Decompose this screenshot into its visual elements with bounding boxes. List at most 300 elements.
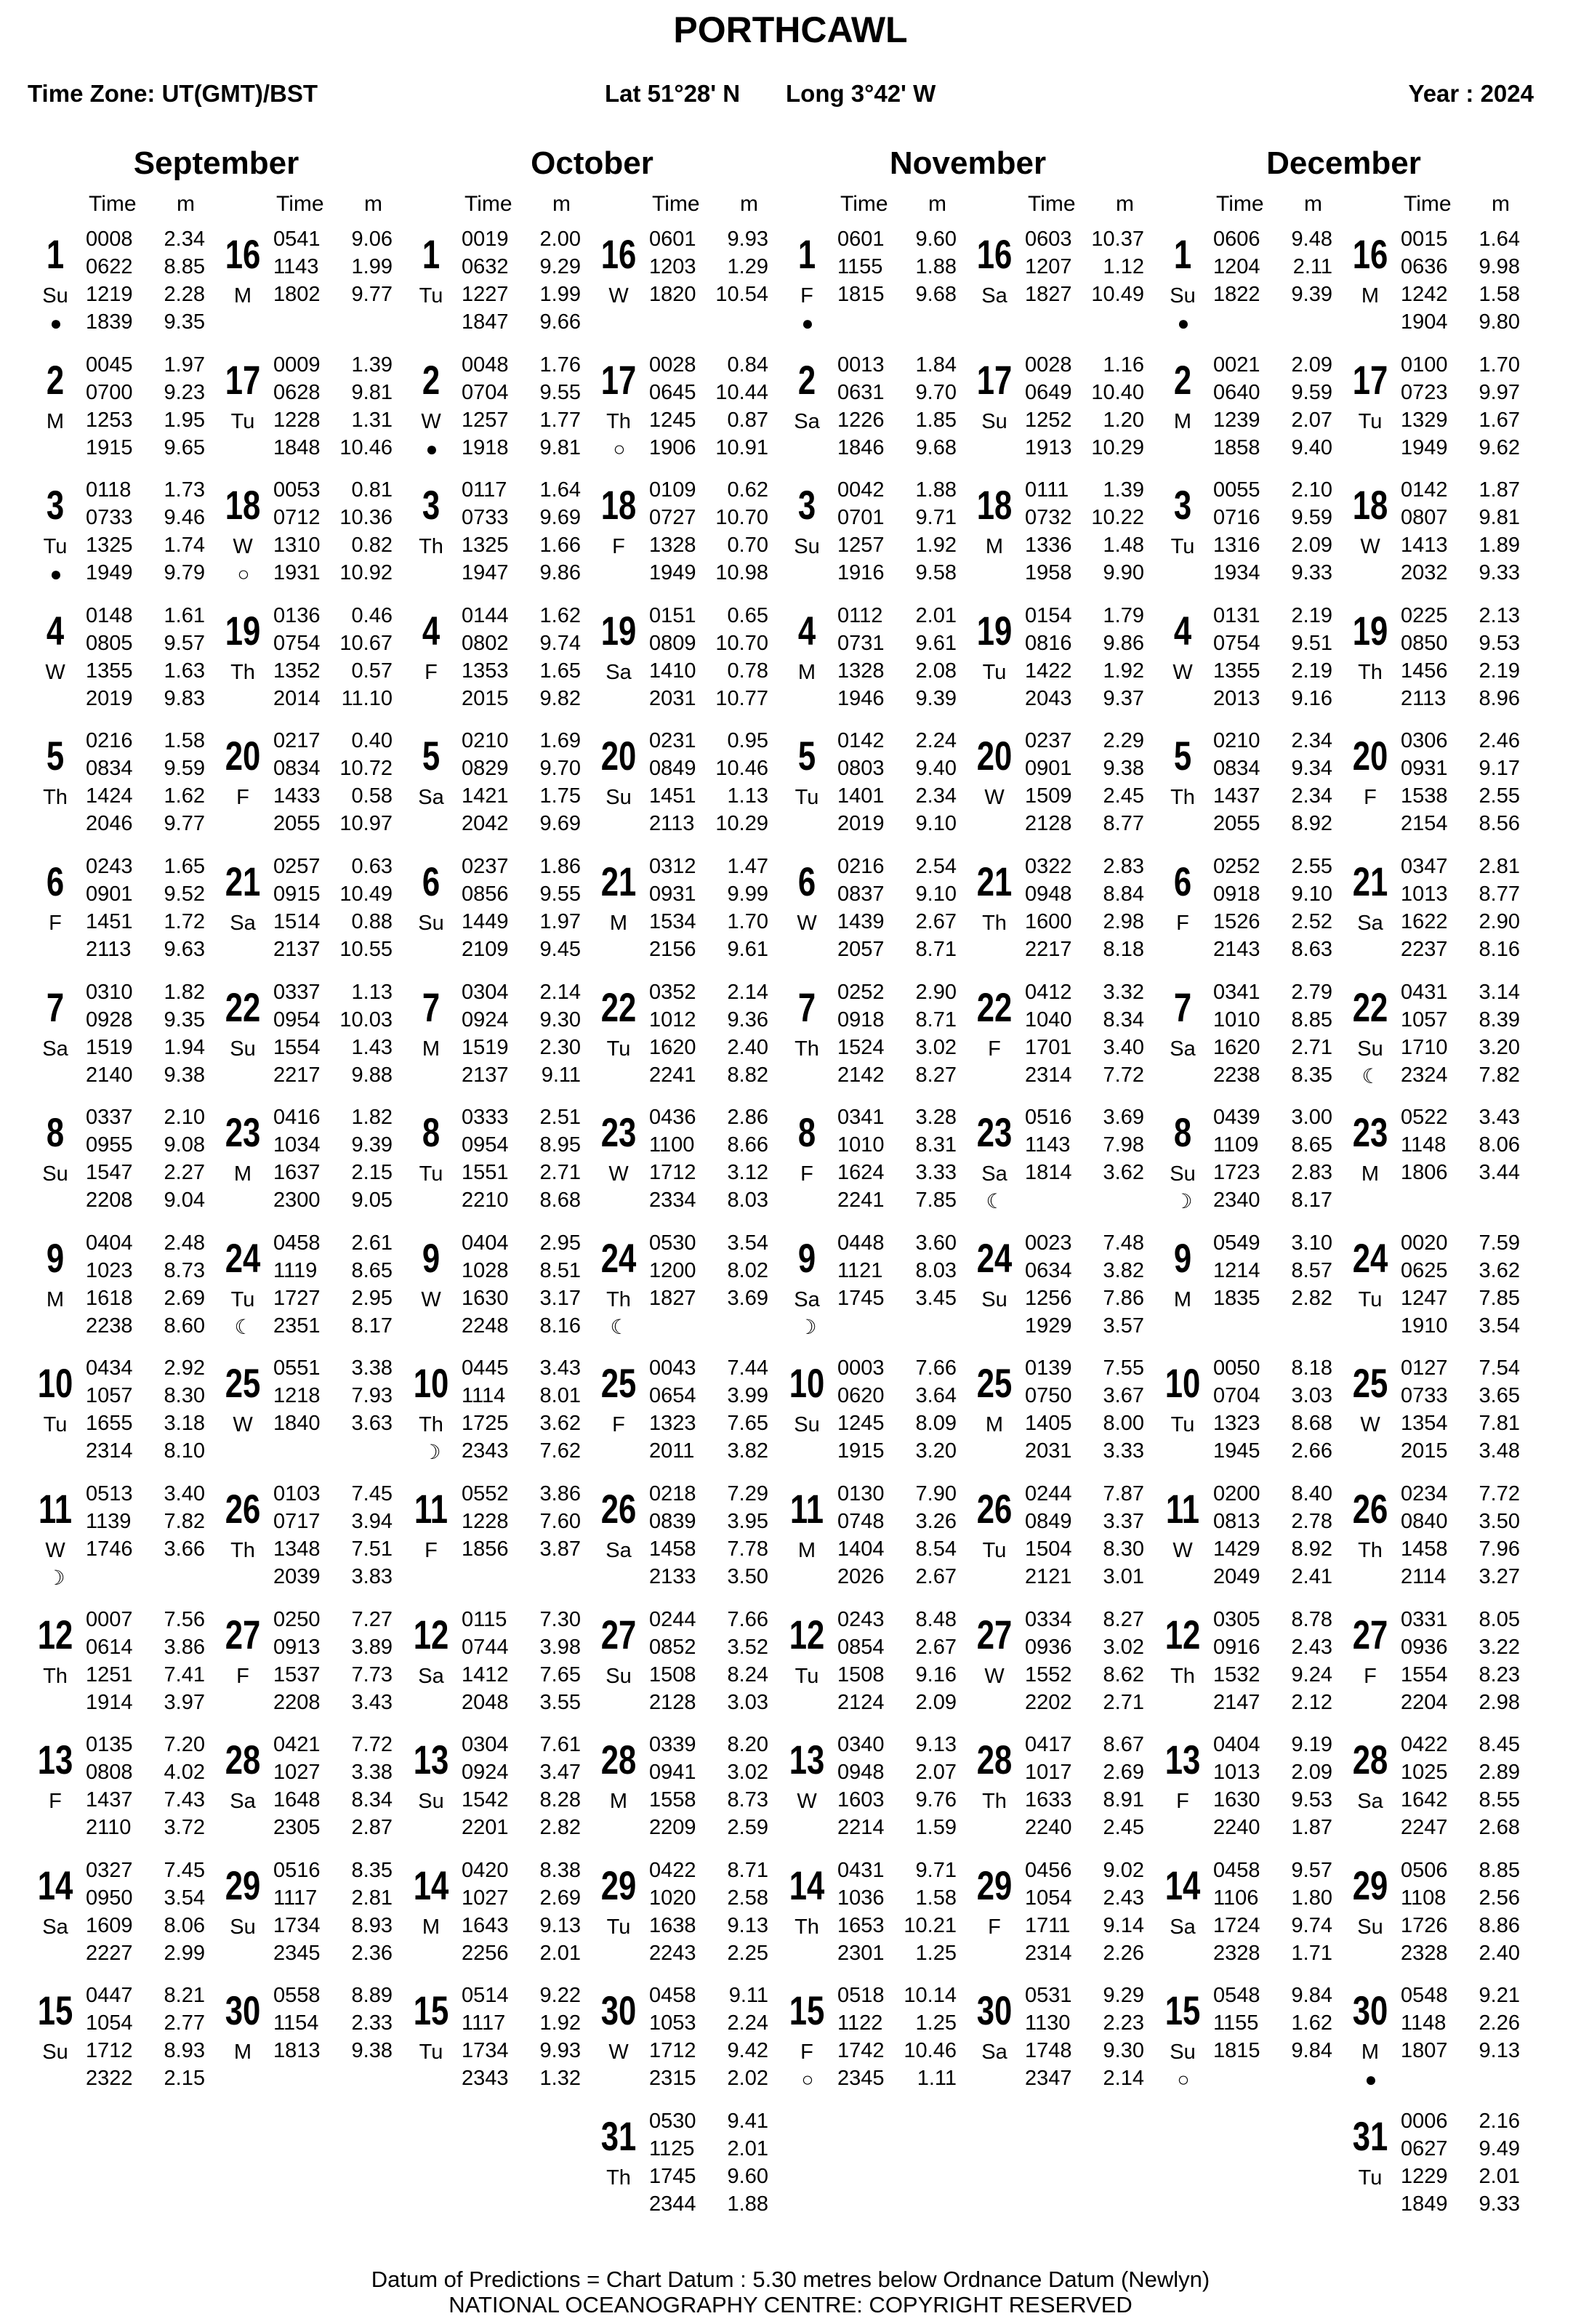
tide-height: 9.61 bbox=[915, 631, 957, 655]
weekday: Tu bbox=[606, 1915, 631, 1939]
day-number: 15 bbox=[1164, 1987, 1201, 2034]
tide-height: 1.95 bbox=[164, 408, 205, 432]
tide-time: 0151 bbox=[649, 603, 696, 627]
day-entry bbox=[1156, 1731, 1344, 1853]
tide-row bbox=[1401, 1257, 1520, 1284]
tide-height: 8.78 bbox=[1291, 1607, 1332, 1631]
tide-height: 2.69 bbox=[539, 1886, 581, 1910]
tide-height: 2.92 bbox=[164, 1356, 205, 1380]
tide-time: 0243 bbox=[86, 855, 133, 878]
tide-height: 8.95 bbox=[539, 1133, 581, 1157]
tide-row bbox=[837, 559, 957, 587]
tide-time: 2204 bbox=[1401, 1690, 1448, 1714]
tide-height: 3.01 bbox=[1103, 1565, 1144, 1588]
tide-height: 9.66 bbox=[539, 310, 581, 334]
tide-row bbox=[1401, 559, 1520, 587]
tide-row bbox=[1025, 602, 1144, 630]
tide-row bbox=[1213, 1814, 1332, 1841]
tide-time: 1412 bbox=[462, 1662, 509, 1686]
tide-row bbox=[837, 908, 957, 936]
day-entry bbox=[29, 1606, 217, 1728]
tide-row bbox=[462, 253, 581, 281]
tide-time: 1027 bbox=[273, 1761, 321, 1785]
tide-height: 2.67 bbox=[915, 1565, 957, 1588]
day-number: 31 bbox=[1352, 2113, 1388, 2159]
tide-row bbox=[1213, 1563, 1332, 1591]
tide-row bbox=[273, 1982, 393, 2009]
tide-row bbox=[837, 225, 957, 253]
tide-time: 0327 bbox=[86, 1858, 133, 1882]
tide-height: 3.55 bbox=[539, 1690, 581, 1714]
weekday: Tu bbox=[794, 1664, 819, 1688]
tide-row bbox=[1025, 1410, 1144, 1437]
tide-row bbox=[837, 2064, 957, 2092]
day-entry bbox=[1344, 1354, 1532, 1476]
tide-row bbox=[837, 1661, 957, 1689]
tide-row bbox=[1401, 1159, 1520, 1186]
time-column-header: Time bbox=[652, 192, 700, 216]
weekday: W bbox=[984, 786, 1005, 810]
tide-height: 9.04 bbox=[164, 1189, 205, 1213]
tide-height: 7.86 bbox=[1103, 1286, 1144, 1310]
tide-height: 9.13 bbox=[727, 1913, 768, 1937]
tide-row bbox=[1213, 1131, 1332, 1159]
tide-row bbox=[1213, 602, 1332, 630]
tide-row bbox=[86, 281, 205, 308]
tide-height: 1.62 bbox=[164, 784, 205, 808]
tide-height: 8.30 bbox=[164, 1384, 205, 1408]
weekday: Sa bbox=[230, 1790, 256, 1814]
tide-row bbox=[1401, 657, 1520, 685]
tide-row bbox=[462, 1257, 581, 1284]
tide-time: 2227 bbox=[86, 1941, 133, 1965]
tide-row bbox=[1025, 351, 1144, 379]
day-entry bbox=[1344, 225, 1532, 347]
tide-time: 2351 bbox=[273, 1314, 321, 1338]
day-entry bbox=[781, 1103, 968, 1226]
tide-height: 10.46 bbox=[715, 757, 768, 781]
tide-height: 9.42 bbox=[727, 2039, 768, 2063]
day-number: 12 bbox=[413, 1611, 449, 1657]
tide-time: 2113 bbox=[649, 812, 695, 836]
tide-height: 7.98 bbox=[1103, 1133, 1144, 1157]
tide-row bbox=[462, 1606, 581, 1633]
tide-height: 9.40 bbox=[915, 757, 957, 781]
day-entry bbox=[1344, 1606, 1532, 1728]
tide-time: 2156 bbox=[649, 938, 696, 961]
timezone-label: Time Zone: UT(GMT)/BST bbox=[28, 80, 318, 107]
tide-height: 9.51 bbox=[1291, 631, 1332, 655]
weekday: F bbox=[236, 786, 249, 810]
weekday: F bbox=[612, 1413, 625, 1437]
tide-time: 1552 bbox=[1025, 1662, 1072, 1686]
tide-time: 1109 bbox=[1213, 1133, 1259, 1157]
tide-time: 0928 bbox=[86, 1008, 133, 1032]
tide-time: 1820 bbox=[649, 283, 696, 306]
tide-time: 0312 bbox=[649, 855, 696, 878]
tide-time: 1143 bbox=[1025, 1133, 1071, 1157]
tide-height: 1.67 bbox=[1479, 408, 1520, 432]
tide-time: 0103 bbox=[273, 1482, 321, 1505]
tide-height: 2.24 bbox=[915, 729, 957, 753]
tide-time: 2345 bbox=[273, 1941, 321, 1965]
tide-height: 10.40 bbox=[1091, 380, 1144, 404]
tide-row bbox=[1401, 504, 1520, 531]
tide-height: 7.45 bbox=[351, 1482, 393, 1505]
weekday: Th bbox=[230, 660, 255, 684]
day-entry bbox=[781, 1229, 968, 1351]
day-entry bbox=[1344, 351, 1532, 473]
tide-height: 10.46 bbox=[339, 435, 393, 459]
day-number: 15 bbox=[37, 1987, 73, 2034]
height-column-header: m bbox=[928, 192, 946, 216]
tide-time: 1710 bbox=[1401, 1035, 1448, 1059]
tide-time: 0916 bbox=[1213, 1635, 1260, 1659]
tide-row bbox=[273, 1758, 393, 1786]
tide-time: 1323 bbox=[649, 1412, 696, 1436]
tide-time: 1913 bbox=[1025, 435, 1072, 459]
tide-time: 1946 bbox=[837, 686, 885, 710]
tide-row bbox=[649, 1131, 768, 1159]
weekday: W bbox=[45, 660, 65, 684]
tide-time: 0516 bbox=[273, 1858, 321, 1882]
tide-row bbox=[462, 727, 581, 755]
day-number: 6 bbox=[797, 859, 816, 904]
tide-height: 1.86 bbox=[539, 855, 581, 878]
weekday: Su bbox=[794, 535, 820, 559]
tide-time: 1017 bbox=[1025, 1761, 1072, 1785]
tide-time: 0704 bbox=[462, 380, 509, 404]
weekday: F bbox=[49, 1790, 62, 1814]
tide-height: 1.74 bbox=[164, 534, 205, 558]
tide-row bbox=[86, 1982, 205, 2009]
day-number: 25 bbox=[225, 1360, 261, 1407]
tide-time: 0840 bbox=[1401, 1510, 1448, 1533]
day-entry bbox=[781, 1354, 968, 1476]
tide-height: 2.14 bbox=[727, 980, 768, 1004]
tide-time: 0115 bbox=[462, 1607, 507, 1631]
tide-time: 1508 bbox=[837, 1662, 885, 1686]
weekday: Sa bbox=[1357, 1790, 1383, 1814]
day-entry bbox=[1344, 1857, 1532, 1979]
tide-row bbox=[837, 1786, 957, 1814]
tide-row bbox=[86, 602, 205, 630]
tide-time: 1914 bbox=[86, 1690, 133, 1714]
tide-height: 2.25 bbox=[727, 1941, 768, 1965]
tide-row bbox=[1025, 281, 1144, 308]
tide-height: 2.01 bbox=[727, 2137, 768, 2160]
tide-height: 9.62 bbox=[1479, 435, 1520, 459]
tide-row bbox=[1213, 782, 1332, 810]
tide-height: 8.38 bbox=[539, 1858, 581, 1882]
tide-time: 1538 bbox=[1401, 784, 1448, 808]
day-number: 16 bbox=[600, 231, 637, 277]
tide-height: 8.24 bbox=[727, 1662, 768, 1686]
day-number: 18 bbox=[1352, 482, 1388, 528]
tide-height: 2.10 bbox=[164, 1106, 205, 1130]
tide-time: 2240 bbox=[1025, 1816, 1072, 1840]
day-entry bbox=[29, 602, 217, 724]
weekday: Th bbox=[419, 1413, 443, 1437]
day-entry bbox=[781, 853, 968, 975]
day-number: 1 bbox=[797, 231, 816, 277]
tide-height: 8.21 bbox=[164, 1984, 205, 2008]
tide-row bbox=[649, 504, 768, 531]
tide-height: 3.03 bbox=[1291, 1384, 1332, 1408]
tide-height: 3.40 bbox=[1103, 1035, 1144, 1059]
tide-row bbox=[837, 1689, 957, 1716]
tide-time: 0603 bbox=[1025, 228, 1072, 251]
tide-time: 1929 bbox=[1025, 1314, 1072, 1338]
tide-time: 0601 bbox=[649, 228, 696, 251]
tide-time: 1410 bbox=[649, 659, 696, 683]
tide-row bbox=[462, 936, 581, 963]
day-number: 28 bbox=[225, 1737, 261, 1783]
tide-row bbox=[649, 810, 768, 837]
tide-row bbox=[1213, 281, 1332, 308]
tide-height: 9.30 bbox=[1103, 2039, 1144, 2063]
tide-row bbox=[462, 531, 581, 559]
weekday: Th bbox=[1358, 660, 1383, 684]
tide-height: 9.40 bbox=[1291, 435, 1332, 459]
tide-time: 2142 bbox=[837, 1063, 885, 1087]
tide-height: 1.16 bbox=[1103, 353, 1144, 377]
tide-row bbox=[1401, 880, 1520, 908]
tide-time: 1148 bbox=[1401, 1133, 1447, 1157]
weekday: Sa bbox=[794, 1287, 820, 1311]
tide-row bbox=[837, 727, 957, 755]
tide-row bbox=[1025, 1689, 1144, 1716]
tide-row bbox=[837, 1857, 957, 1884]
tide-time: 0341 bbox=[837, 1106, 885, 1130]
weekday: F bbox=[1364, 1664, 1377, 1688]
tide-height: 7.72 bbox=[1103, 1063, 1144, 1087]
tide-time: 1815 bbox=[1213, 2039, 1260, 2063]
time-column-header: Time bbox=[464, 192, 512, 216]
tide-height: 2.98 bbox=[1479, 1690, 1520, 1714]
tide-time: 0042 bbox=[837, 478, 885, 502]
tide-height: 9.21 bbox=[1479, 1984, 1520, 2008]
day-entry bbox=[968, 476, 1156, 598]
tide-height: 9.84 bbox=[1291, 2039, 1332, 2063]
month-block bbox=[29, 145, 403, 2239]
copyright-note: NATIONAL OCEANOGRAPHY CENTRE: COPYRIGHT RESERVED bbox=[448, 2292, 1133, 2317]
tide-height: 8.86 bbox=[1479, 1913, 1520, 1937]
weekday: Th bbox=[794, 1915, 819, 1939]
tide-height: 7.90 bbox=[915, 1482, 957, 1505]
day-number: 30 bbox=[1352, 1987, 1388, 2034]
tide-row bbox=[273, 379, 393, 406]
tide-row bbox=[86, 1103, 205, 1131]
tide-time: 2340 bbox=[1213, 1189, 1260, 1213]
day-entry bbox=[29, 1354, 217, 1476]
tide-height: 9.02 bbox=[1103, 1858, 1144, 1882]
weekday: M bbox=[609, 912, 628, 935]
tide-row bbox=[1401, 1284, 1520, 1312]
day-number: 8 bbox=[46, 1109, 65, 1156]
tide-height: 7.85 bbox=[915, 1189, 957, 1213]
tide-time: 1745 bbox=[649, 2165, 696, 2188]
tide-height: 10.29 bbox=[1091, 435, 1144, 459]
tide-time: 1558 bbox=[649, 1788, 696, 1812]
day-entry bbox=[1156, 1354, 1344, 1476]
tide-height: 9.61 bbox=[727, 938, 768, 961]
tide-row bbox=[1401, 1758, 1520, 1786]
tide-height: 1.59 bbox=[915, 1816, 957, 1840]
tide-row bbox=[1025, 685, 1144, 712]
tide-row bbox=[86, 1857, 205, 1884]
tide-row bbox=[1025, 1814, 1144, 1841]
tide-height: 2.26 bbox=[1479, 2011, 1520, 2035]
tide-row bbox=[86, 1034, 205, 1061]
tide-time: 1433 bbox=[273, 784, 321, 808]
tide-row bbox=[837, 1939, 957, 1967]
tide-height: 2.89 bbox=[1479, 1761, 1520, 1785]
tide-time: 1155 bbox=[1213, 2011, 1259, 2035]
tide-time: 0217 bbox=[273, 729, 321, 753]
tide-row bbox=[1401, 253, 1520, 281]
tide-row bbox=[1401, 1006, 1520, 1034]
tide-row bbox=[86, 880, 205, 908]
tide-time: 1653 bbox=[837, 1913, 885, 1937]
day-entry bbox=[968, 225, 1156, 347]
tide-time: 2031 bbox=[649, 686, 696, 710]
tide-row bbox=[86, 406, 205, 434]
weekday: Tu bbox=[1358, 409, 1383, 433]
day-entry bbox=[968, 978, 1156, 1101]
tide-time: 2217 bbox=[1025, 938, 1072, 961]
tide-row bbox=[1213, 1354, 1332, 1382]
tide-time: 0704 bbox=[1213, 1384, 1260, 1408]
tide-time: 1949 bbox=[86, 561, 133, 585]
tide-height: 1.66 bbox=[539, 534, 581, 558]
tide-row bbox=[1213, 1633, 1332, 1661]
tide-height: 1.70 bbox=[727, 910, 768, 933]
tide-time: 1814 bbox=[1025, 1161, 1072, 1185]
day-number: 7 bbox=[46, 984, 65, 1030]
tide-row bbox=[1401, 434, 1520, 462]
day-entry bbox=[781, 978, 968, 1101]
tide-row bbox=[273, 1786, 393, 1814]
tide-height: 2.00 bbox=[539, 228, 581, 251]
tide-height: 8.48 bbox=[915, 1607, 957, 1631]
tide-height: 7.73 bbox=[351, 1662, 393, 1686]
tide-time: 1504 bbox=[1025, 1537, 1072, 1561]
tide-row bbox=[462, 434, 581, 462]
tide-height: 9.77 bbox=[164, 812, 205, 836]
tide-height: 7.54 bbox=[1479, 1356, 1520, 1380]
tide-time: 1519 bbox=[462, 1035, 509, 1059]
day-number: 31 bbox=[600, 2113, 637, 2159]
tide-time: 1451 bbox=[649, 784, 696, 808]
day-number: 20 bbox=[225, 733, 261, 779]
tide-time: 0518 bbox=[837, 1984, 885, 2008]
weekday: Th bbox=[606, 409, 631, 433]
tide-height: 9.98 bbox=[1479, 255, 1520, 278]
weekday: Tu bbox=[230, 409, 255, 433]
tide-height: 8.30 bbox=[1103, 1537, 1144, 1561]
tide-height: 9.13 bbox=[915, 1733, 957, 1757]
tide-height: 1.97 bbox=[539, 910, 581, 933]
day-number: 27 bbox=[976, 1611, 1013, 1657]
tide-height: 8.20 bbox=[727, 1733, 768, 1757]
tide-time: 0631 bbox=[837, 380, 885, 404]
tide-time: 0218 bbox=[649, 1482, 696, 1505]
tide-height: 8.31 bbox=[915, 1133, 957, 1157]
tide-row bbox=[86, 559, 205, 587]
tide-time: 0431 bbox=[1401, 980, 1448, 1004]
tide-row bbox=[86, 853, 205, 880]
tide-row bbox=[1025, 559, 1144, 587]
tide-time: 0458 bbox=[273, 1231, 321, 1255]
tide-row bbox=[273, 1382, 393, 1410]
weekday: Su bbox=[606, 1664, 632, 1688]
tide-row bbox=[649, 1689, 768, 1716]
tide-time: 0234 bbox=[1401, 1482, 1448, 1505]
tide-time: 0216 bbox=[86, 729, 133, 753]
tide-height: 3.60 bbox=[915, 1231, 957, 1255]
tide-time: 0021 bbox=[1213, 353, 1260, 377]
tide-row bbox=[86, 1633, 205, 1661]
day-number: 7 bbox=[422, 984, 440, 1030]
tide-height: 0.70 bbox=[727, 534, 768, 558]
tide-time: 1328 bbox=[837, 659, 885, 683]
tide-row bbox=[86, 1912, 205, 1939]
tide-height: 7.55 bbox=[1103, 1356, 1144, 1380]
day-entry bbox=[1156, 602, 1344, 724]
tide-height: 3.86 bbox=[164, 1635, 205, 1659]
tide-height: 8.03 bbox=[915, 1258, 957, 1282]
tide-row bbox=[86, 1061, 205, 1089]
tide-row bbox=[649, 782, 768, 810]
tide-row bbox=[1401, 1382, 1520, 1410]
tide-time: 0754 bbox=[273, 631, 321, 655]
weekday: Sa bbox=[230, 912, 256, 935]
tide-height: 3.50 bbox=[727, 1565, 768, 1588]
tide-row bbox=[1213, 434, 1332, 462]
tide-row bbox=[837, 406, 957, 434]
tide-height: 2.98 bbox=[1103, 910, 1144, 933]
tide-time: 1027 bbox=[462, 1886, 509, 1910]
height-column-header: m bbox=[364, 192, 382, 216]
tide-row bbox=[1401, 1563, 1520, 1591]
weekday: Sa bbox=[418, 1664, 444, 1688]
day-entry bbox=[405, 225, 592, 347]
tide-time: 0055 bbox=[1213, 478, 1260, 502]
tide-time: 0339 bbox=[649, 1733, 696, 1757]
tide-height: 3.43 bbox=[1479, 1106, 1520, 1130]
tide-time: 1848 bbox=[273, 435, 321, 459]
day-entry bbox=[968, 1606, 1156, 1728]
tide-height: 2.40 bbox=[1479, 1941, 1520, 1965]
tide-time: 0816 bbox=[1025, 631, 1072, 655]
tide-time: 0135 bbox=[86, 1733, 133, 1757]
tide-row bbox=[273, 1912, 393, 1939]
tide-time: 0257 bbox=[273, 855, 321, 878]
weekday: Tu bbox=[982, 660, 1007, 684]
tide-row bbox=[1213, 1786, 1332, 1814]
tide-height: 8.91 bbox=[1103, 1788, 1144, 1812]
tide-height: 2.59 bbox=[727, 1816, 768, 1840]
tide-height: 0.87 bbox=[727, 408, 768, 432]
tide-row bbox=[837, 476, 957, 504]
tide-row bbox=[1401, 1912, 1520, 1939]
day-entry bbox=[781, 476, 968, 598]
tide-height: 3.72 bbox=[164, 1816, 205, 1840]
tide-height: 3.38 bbox=[351, 1356, 393, 1380]
tide-row bbox=[273, 602, 393, 630]
tide-height: 2.95 bbox=[351, 1286, 393, 1310]
